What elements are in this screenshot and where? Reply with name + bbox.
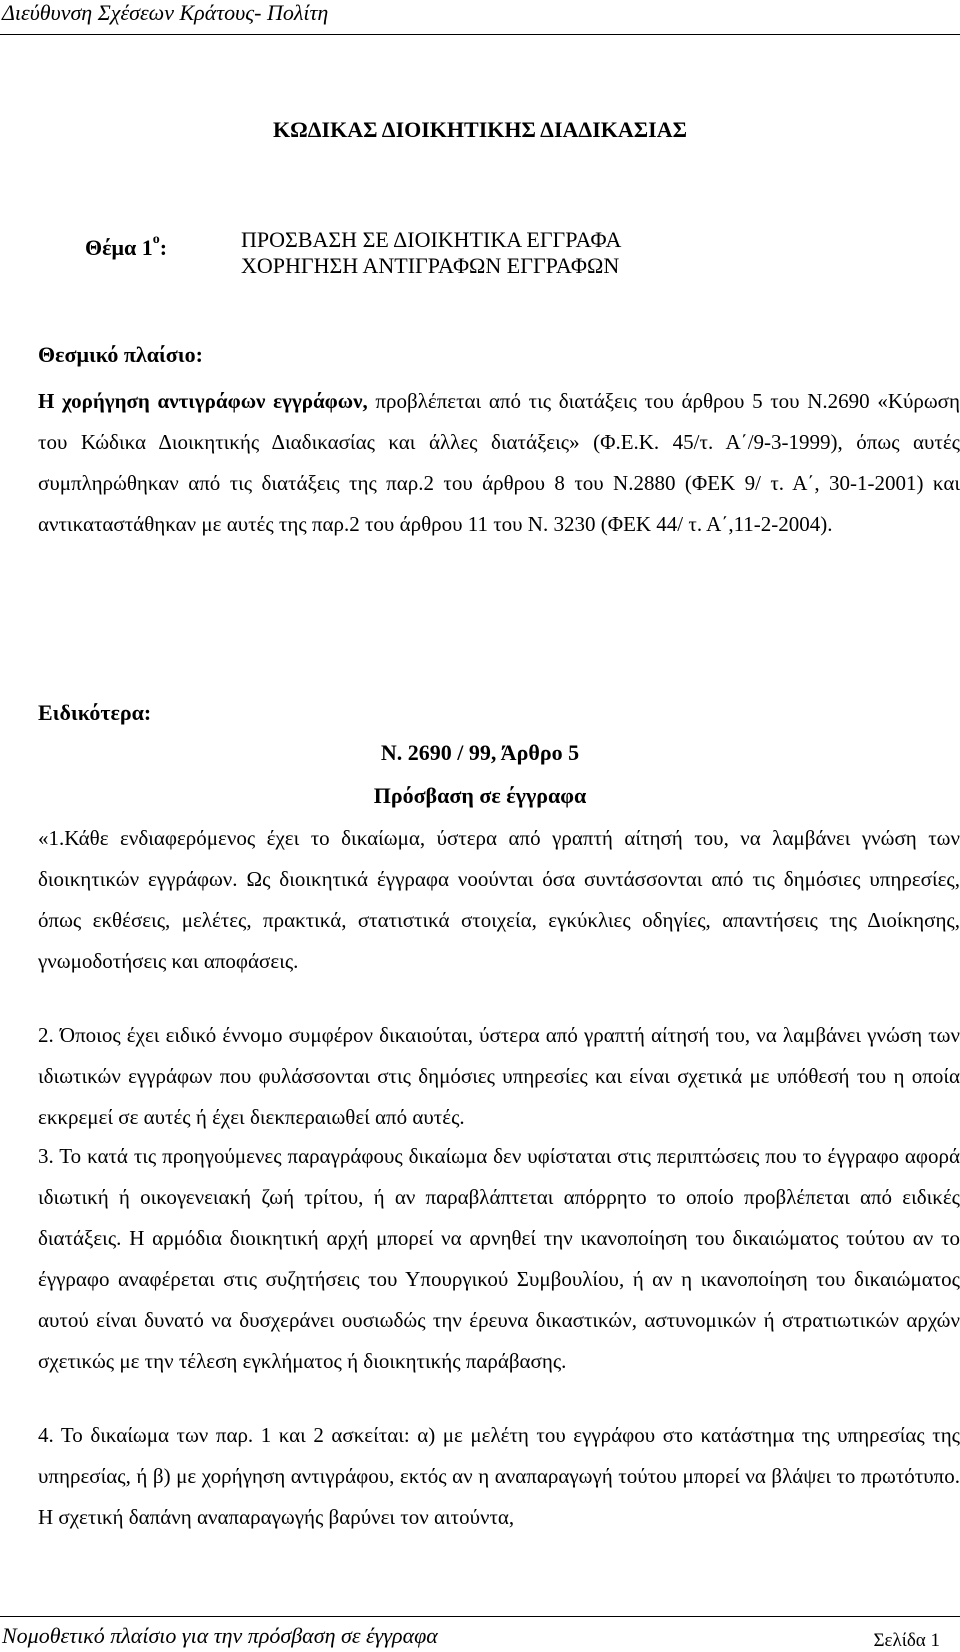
theme-label-text: Θέμα 1 [85,235,153,260]
page-footer [0,1616,960,1652]
law-reference: Ν. 2690 / 99, Άρθρο 5 [380,740,580,765]
header-text: Διεύθυνση Σχέσεων Κράτους- Πολίτη [2,0,329,25]
theme-label-suffix: : [159,235,168,260]
article-paragraph-3: 3. Το κατά τις προηγούμενες παραγράφους δικαίωμα δεν υφίσταται στις περιπτώσεις που το έγγραφο αφορά ιδιωτική ή οικογενειακή ζωή τρίτου, ή αν παραβλάπτεται απόρρητο το οποίο προβλέπεται από ειδικές διατάξεις. Η αρμόδια διοικητική αρχή μπορεί να αρνηθεί την ικανοποίηση του δικαιώματος τούτου αν το έγγραφο αναφέρεται στις συζητήσεις του Υπουργικού Συμβουλίου, ή αν η ικανοποίηση του δικαιώματος αυτού είναι δυνατό να δυσχεράνει ουσιωδώς την έρευνα δικαστικών, αστυνομικών ή στρατιωτικών αρχών σχετικώς με την τέλεση εγκλήματος ή διοικητικής παράβασης. [38,1144,960,1373]
framework-heading: Θεσμικό πλαίσιο: [38,342,203,367]
page-number: Σελίδα 1 [873,1630,940,1651]
page-header [0,0,960,35]
framework-text: προβλέπεται από τις διατάξεις του άρθρου 5 του Ν.2690 «Κύρωση του Κώδικα Διοικητικής Διαδικασίας και άλλες διατάξεις» (Φ.Ε.Κ. 45/τ. Α΄/9-3-1999), όπως αυτές συμπληρώθηκαν από τις διατάξεις της παρ.2 του άρθρου 8 του Ν.2880 (ΦΕΚ 9/ τ. Α΄, 30-1-2001) και αντικαταστάθηκαν με αυτές της παρ.2 του άρθρου 11 του Ν. 3230 (ΦΕΚ 44/ τ. Α΄,11-2-2004). [38,389,960,536]
article-paragraph-1: «1.Κάθε ενδιαφερόμενος έχει το δικαίωμα, ύστερα από γραπτή αίτησή του, να λαμβάνει γνώση των διοικητικών εγγράφων. Ως διοικητικά έγγραφα νοούνται όσα συντάσσονται από τις δημόσιες υπηρεσίες, όπως εκθέσεις, μελέτες, πρακτικά, στατιστικά στοιχεία, εγκύκλιες οδηγίες, απαντήσεις της Διοίκησης, γνωμοδοτήσεις και αποφάσεις. [38,826,960,973]
article-paragraph-2: 2. Όποιος έχει ειδικό έννομο συμφέρον δικαιούται, ύστερα από γραπτή αίτησή του, να λαμβάνει γνώση των ιδιωτικών εγγράφων που φυλάσσονται στις δημόσιες υπηρεσίες και είναι σχετικά με υπόθεσή του η οποία εκκρεμεί σε αυτές ή έχει διεκπεραιωθεί από αυτές. [38,1023,960,1129]
framework-paragraph [38,381,960,545]
footer-text: Νομοθετικό πλαίσιο για την πρόσβαση σε έγγραφα [2,1623,438,1648]
document-title: ΚΩΔΙΚΑΣ ΔΙΟΙΚΗΤΙΚΗΣ ΔΙΑΔΙΚΑΣΙΑΣ [273,117,687,142]
theme-label [85,227,167,261]
article-title: Πρόσβαση σε έγγραφα [373,783,587,808]
specific-heading: Ειδικότερα: [38,700,152,725]
framework-lead: Η χορήγηση αντιγράφων εγγράφων, [38,389,368,413]
theme-line-2: ΧΟΡΗΓΗΣΗ ΑΝΤΙΓΡΑΦΩΝ ΕΓΓΡΑΦΩΝ [241,253,620,278]
article-paragraph-4: 4. Το δικαίωμα των παρ. 1 και 2 ασκείται: α) με μελέτη του εγγράφου στο κατάστημα της υπηρεσίας της υπηρεσίας, ή β) με χορήγηση αντιγράφου, εκτός αν η αναπαραγωγή τούτου μπορεί να βλάψει το πρωτότυπο. Η σχετική δαπάνη αναπαραγωγής βαρύνει τον αιτούντα, [38,1423,960,1529]
theme-line-1: ΠΡΟΣΒΑΣΗ ΣΕ ΔΙΟΙΚΗΤΙΚΑ ΕΓΓΡΑΦΑ [241,227,622,252]
theme-label-superscript: ο [152,232,160,247]
